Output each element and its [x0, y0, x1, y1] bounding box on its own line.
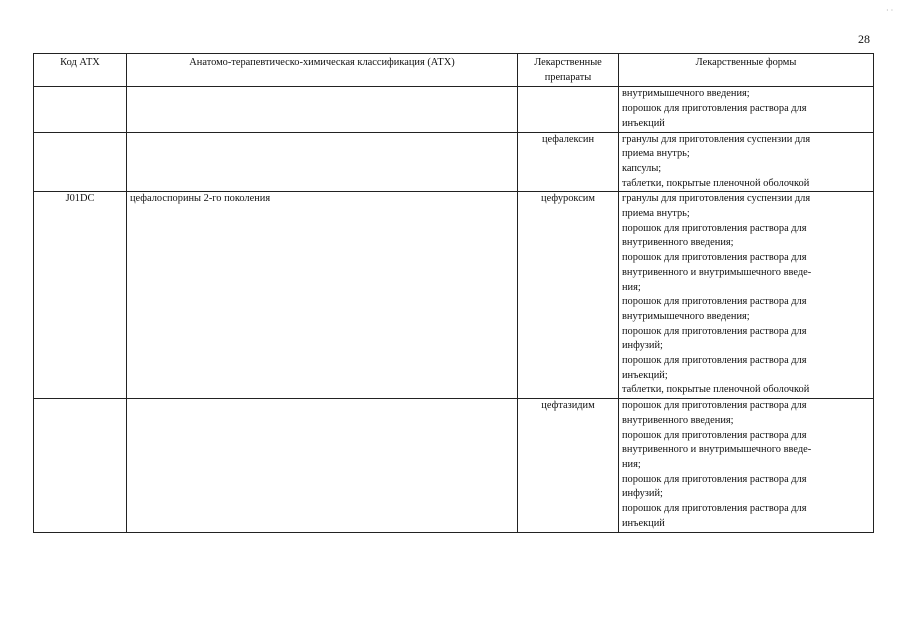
dosage-form-line: ния; [622, 458, 641, 470]
dosage-forms-cell [619, 399, 874, 532]
dosage-form-line: гранулы для приготовления суспензии для [622, 193, 811, 205]
atx-classification-cell [127, 132, 518, 192]
dosage-form-line: ния; [622, 281, 641, 293]
table-row [34, 192, 874, 399]
dosage-forms-cell [619, 87, 874, 132]
dosage-form-line: инфузий; [622, 340, 663, 352]
drug-name-cell: цефалексин [518, 132, 619, 192]
dosage-form-line: таблетки, покрытые пленочной оболочкой [622, 384, 810, 396]
drug-name-cell [518, 87, 619, 132]
header-drugs: Лекарственные препараты [518, 54, 619, 87]
dosage-form-line: внутривенного введения; [622, 237, 734, 249]
dosage-form-line: инфузий; [622, 488, 663, 500]
atx-classification-cell [127, 399, 518, 532]
dosage-form-line: инъекций [622, 517, 665, 529]
table-body [34, 87, 874, 532]
dosage-form-line: капсулы; [622, 162, 662, 174]
dosage-form-line: порошок для приготовления раствора для [622, 400, 807, 412]
atx-code-cell [34, 87, 127, 132]
dosage-form-line: внутривенного введения; [622, 414, 734, 426]
atx-classification-cell: цефалоспорины 2-го поколения [127, 192, 518, 399]
dosage-form-line: порошок для приготовления раствора для [622, 355, 807, 367]
page-number: 28 [858, 32, 870, 46]
table-header-row [34, 54, 874, 87]
dosage-form-line: порошок для приготовления раствора для [622, 222, 807, 234]
drug-name-cell: цефтазидим [518, 399, 619, 532]
dosage-form-line: порошок для приготовления раствора для [622, 252, 807, 264]
dosage-form-line: инъекций [622, 117, 665, 129]
dosage-form-line: внутримышечного введения; [622, 88, 750, 100]
dosage-form-line: порошок для приготовления раствора для [622, 296, 807, 308]
scan-marks: · · [886, 6, 894, 15]
header-atx-code: Код АТХ [34, 54, 127, 87]
dosage-form-line: порошок для приготовления раствора для [622, 103, 807, 115]
dosage-form-line: порошок для приготовления раствора для [622, 503, 807, 515]
dosage-form-line: приема внутрь; [622, 208, 690, 220]
dosage-form-line: внутримышечного введения; [622, 310, 750, 322]
table-row [34, 87, 874, 132]
atx-code-cell [34, 399, 127, 532]
dosage-form-line: порошок для приготовления раствора для [622, 429, 807, 441]
dosage-form-line: внутривенного и внутримышечного введе- [622, 266, 812, 278]
atx-code-cell: J01DC [34, 192, 127, 399]
dosage-form-line: порошок для приготовления раствора для [622, 325, 807, 337]
dosage-forms-cell [619, 192, 874, 399]
dosage-form-line: приема внутрь; [622, 148, 690, 160]
header-dosage-forms: Лекарственные формы [619, 54, 874, 87]
dosage-form-line: инъекций; [622, 369, 668, 381]
atx-code-cell [34, 132, 127, 192]
dosage-forms-cell [619, 132, 874, 192]
dosage-form-line: таблетки, покрытые пленочной оболочкой [622, 177, 810, 189]
drug-name-cell: цефуроксим [518, 192, 619, 399]
dosage-form-line: внутривенного и внутримышечного введе- [622, 444, 812, 456]
header-atx-classification: Анатомо-терапевтическо-химическая классификация (АТХ) [127, 54, 518, 87]
atx-table [33, 53, 874, 533]
atx-classification-cell [127, 87, 518, 132]
table-row [34, 132, 874, 192]
table-row [34, 399, 874, 532]
dosage-form-line: гранулы для приготовления суспензии для [622, 133, 811, 145]
dosage-form-line: порошок для приготовления раствора для [622, 473, 807, 485]
